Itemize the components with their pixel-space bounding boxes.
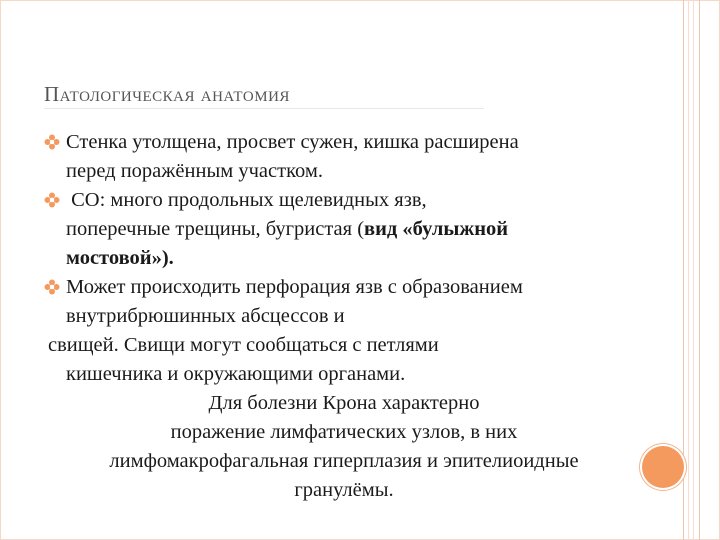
slide-title: Патологическая анатомия	[44, 82, 290, 106]
bullet-text-line: Стенка утолщена, просвет сужен, кишка расширена	[66, 131, 519, 153]
bullet-text-line: перед поражённым участком.	[66, 160, 323, 182]
continuation-line: свищей. Свищи могут сообщаться с петлями	[48, 334, 439, 356]
flower-bullet-icon	[44, 134, 60, 150]
flower-bullet-icon	[44, 279, 60, 295]
bullet-text-line	[66, 215, 644, 244]
flower-bullet-icon	[44, 192, 60, 208]
bullet-text-plain: поперечные трещины, бугристая (	[66, 218, 365, 240]
title-divider	[44, 108, 484, 109]
centered-line: гранулёмы.	[294, 479, 394, 501]
bullet-text-bold: вид «булыжной	[364, 218, 509, 240]
bullet-item	[44, 128, 644, 186]
bullet-text-line: Может происходить перфорация язв с образованием	[66, 276, 523, 298]
bullet-text-line: CO: много продольных щелевидных язв,	[66, 189, 427, 211]
bullet-text-line: мостовой»).	[66, 247, 174, 269]
bullet-item	[44, 186, 644, 273]
centered-line: лимфомакрофагальная гиперплазия и эпителиоидные	[109, 450, 579, 472]
bullet-item	[44, 273, 644, 331]
centered-line: поражение лимфатических узлов, в них	[170, 421, 518, 443]
slide-body	[44, 128, 644, 505]
bullet-text-line: внутрибрюшинных абсцессов и	[66, 305, 345, 327]
decorative-side-bar-inner	[688, 0, 694, 540]
decorative-orange-circle	[642, 446, 684, 488]
continuation-line: кишечника и окружающими органами.	[66, 363, 406, 385]
centered-line: Для болезни Крона характерно	[208, 392, 480, 414]
